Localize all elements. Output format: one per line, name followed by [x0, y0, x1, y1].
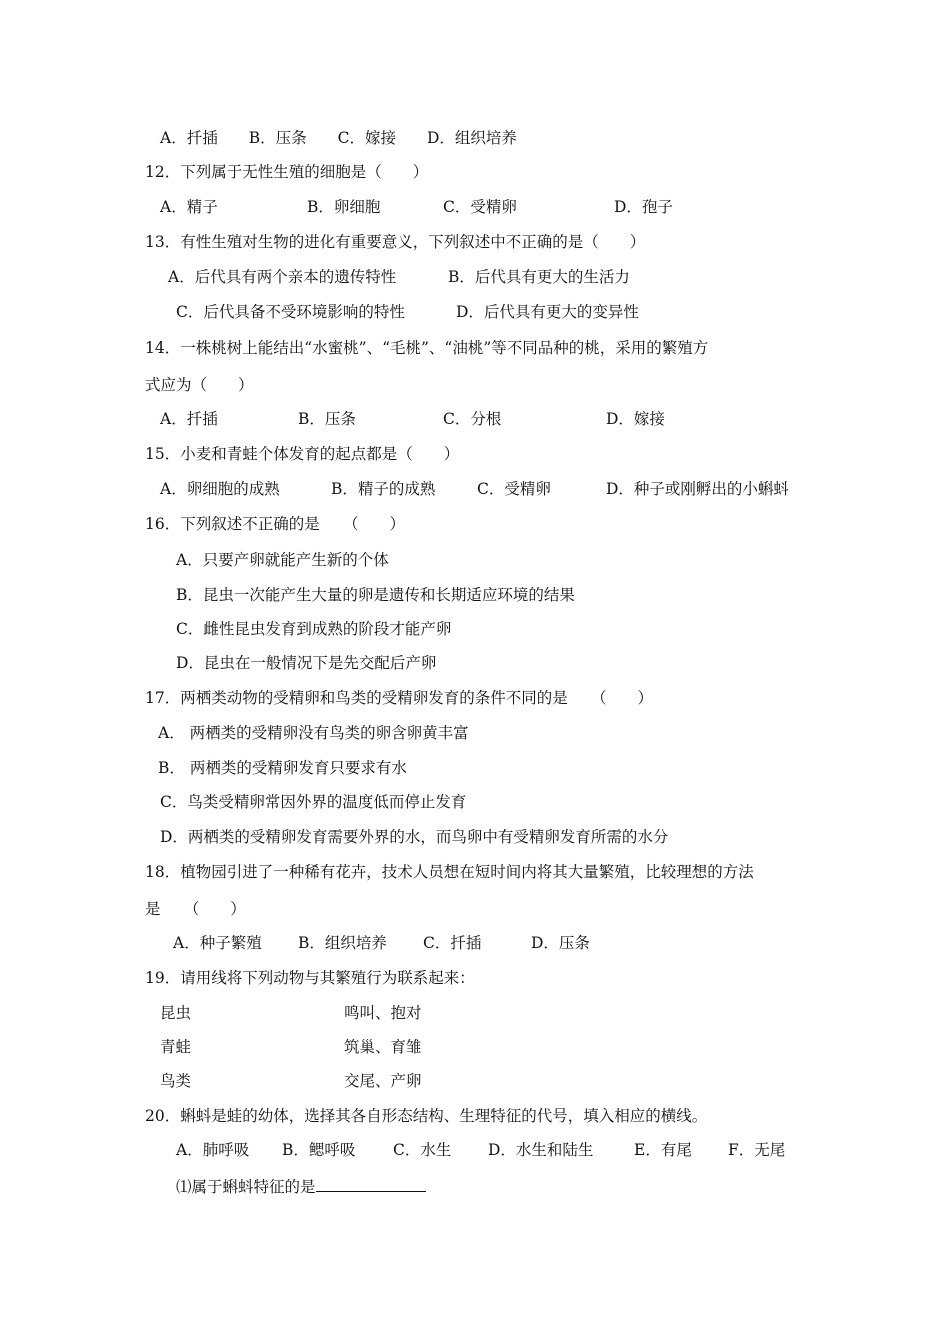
- q15-option-c: C．受精卵: [477, 480, 551, 498]
- q15-option-d: D．种子或刚孵出的小蝌蚪: [606, 480, 789, 498]
- q14-option-c: C．分根: [443, 410, 502, 428]
- q13-option-d: D．后代具有更大的变异性: [456, 303, 639, 321]
- q17-option-d: D．两栖类的受精卵发育需要外界的水，而鸟卵中有受精卵发育所需的水分: [160, 828, 669, 846]
- q14-stem-line2: 式应为（ ）: [145, 376, 254, 394]
- q20-option-b: B．鳃呼吸: [282, 1141, 356, 1159]
- q19-right-item-2: 筑巢、育雏: [344, 1038, 422, 1056]
- q14-option-d: D．嫁接: [606, 410, 665, 428]
- q20-stem: 20．蝌蚪是蛙的幼体，选择其各自形态结构、生理特征的代号，填入相应的横线。: [145, 1107, 708, 1125]
- q19-left-item-3: 鸟类: [160, 1072, 192, 1090]
- q20-option-a: A．肺呼吸: [176, 1141, 250, 1159]
- q19-right-item-3: 交尾、产卵: [344, 1072, 422, 1090]
- q20-option-c: C．水生: [393, 1141, 452, 1159]
- q15-option-a: A．卵细胞的成熟: [160, 480, 280, 498]
- q12-option-a: A．精子: [160, 198, 218, 216]
- q19-left-item-2: 青蛙: [160, 1038, 192, 1056]
- q19-stem: 19．请用线将下列动物与其繁殖行为联系起来：: [145, 969, 475, 987]
- q16-stem: 16．下列叙述不正确的是 （ ）: [145, 515, 405, 533]
- q15-option-b: B．精子的成熟: [331, 480, 436, 498]
- q16-option-a: A．只要产卵就能产生新的个体: [176, 551, 389, 569]
- q14-option-b: B．压条: [298, 410, 356, 428]
- q11-options: A．扦插 B．压条 C．嫁接 D．组织培养: [160, 129, 517, 147]
- q13-option-a: A．后代具有两个亲本的遗传特性: [168, 268, 397, 286]
- q17-stem: 17．两栖类动物的受精卵和鸟类的受精卵发育的条件不同的是 （ ）: [145, 689, 653, 707]
- q17-option-c: C．鸟类受精卵常因外界的温度低而停止发育: [160, 793, 467, 811]
- q12-stem: 12．下列属于无性生殖的细胞是（ ）: [145, 163, 429, 181]
- q18-stem-line2: 是 （ ）: [145, 900, 246, 918]
- q13-stem: 13．有性生殖对生物的进化有重要意义，下列叙述中不正确的是（ ）: [145, 233, 646, 251]
- q18-option-a: A．种子繁殖: [173, 934, 262, 952]
- q20-subquestion-1: [176, 1175, 426, 1197]
- q13-option-b: B．后代具有更大的生活力: [448, 268, 630, 286]
- q19-left-item-1: 昆虫: [160, 1004, 192, 1022]
- q20-option-d: D．水生和陆生: [488, 1141, 594, 1159]
- q14-option-a: A．扦插: [160, 410, 218, 428]
- q20-subquestion-1-text: ⑴属于蝌蚪特征的是: [176, 1178, 316, 1196]
- q12-option-d: D．孢子: [614, 198, 673, 216]
- q17-option-a: A． 两栖类的受精卵没有鸟类的卵含卵黄丰富: [158, 724, 469, 742]
- q15-stem: 15．小麦和青蛙个体发育的起点都是（ ）: [145, 445, 460, 463]
- q18-option-c: C．扦插: [423, 934, 482, 952]
- q14-stem-line1: 14．一株桃树上能结出“水蜜桃”、“毛桃”、“油桃”等不同品种的桃，采用的繁殖方: [145, 339, 709, 357]
- q20-option-e: E．有尾: [634, 1141, 692, 1159]
- q12-option-b: B．卵细胞: [307, 198, 381, 216]
- q12-option-c: C．受精卵: [443, 198, 517, 216]
- q19-right-item-1: 鸣叫、抱对: [344, 1004, 422, 1022]
- q16-option-d: D．昆虫在一般情况下是先交配后产卵: [176, 654, 437, 672]
- q18-option-d: D．压条: [531, 934, 590, 952]
- q16-option-c: C．雌性昆虫发育到成熟的阶段才能产卵: [176, 620, 452, 638]
- q16-option-b: B．昆虫一次能产生大量的卵是遗传和长期适应环境的结果: [176, 586, 575, 604]
- q13-option-c: C．后代具备不受环境影响的特性: [176, 303, 405, 321]
- q18-stem-line1: 18．植物园引进了一种稀有花卉，技术人员想在短时间内将其大量繁殖，比较理想的方法: [145, 863, 754, 881]
- q20-option-f: F．无尾: [728, 1141, 786, 1159]
- q17-option-b: B． 两栖类的受精卵发育只要求有水: [158, 759, 407, 777]
- q18-option-b: B．组织培养: [298, 934, 387, 952]
- answer-blank: [316, 1175, 426, 1192]
